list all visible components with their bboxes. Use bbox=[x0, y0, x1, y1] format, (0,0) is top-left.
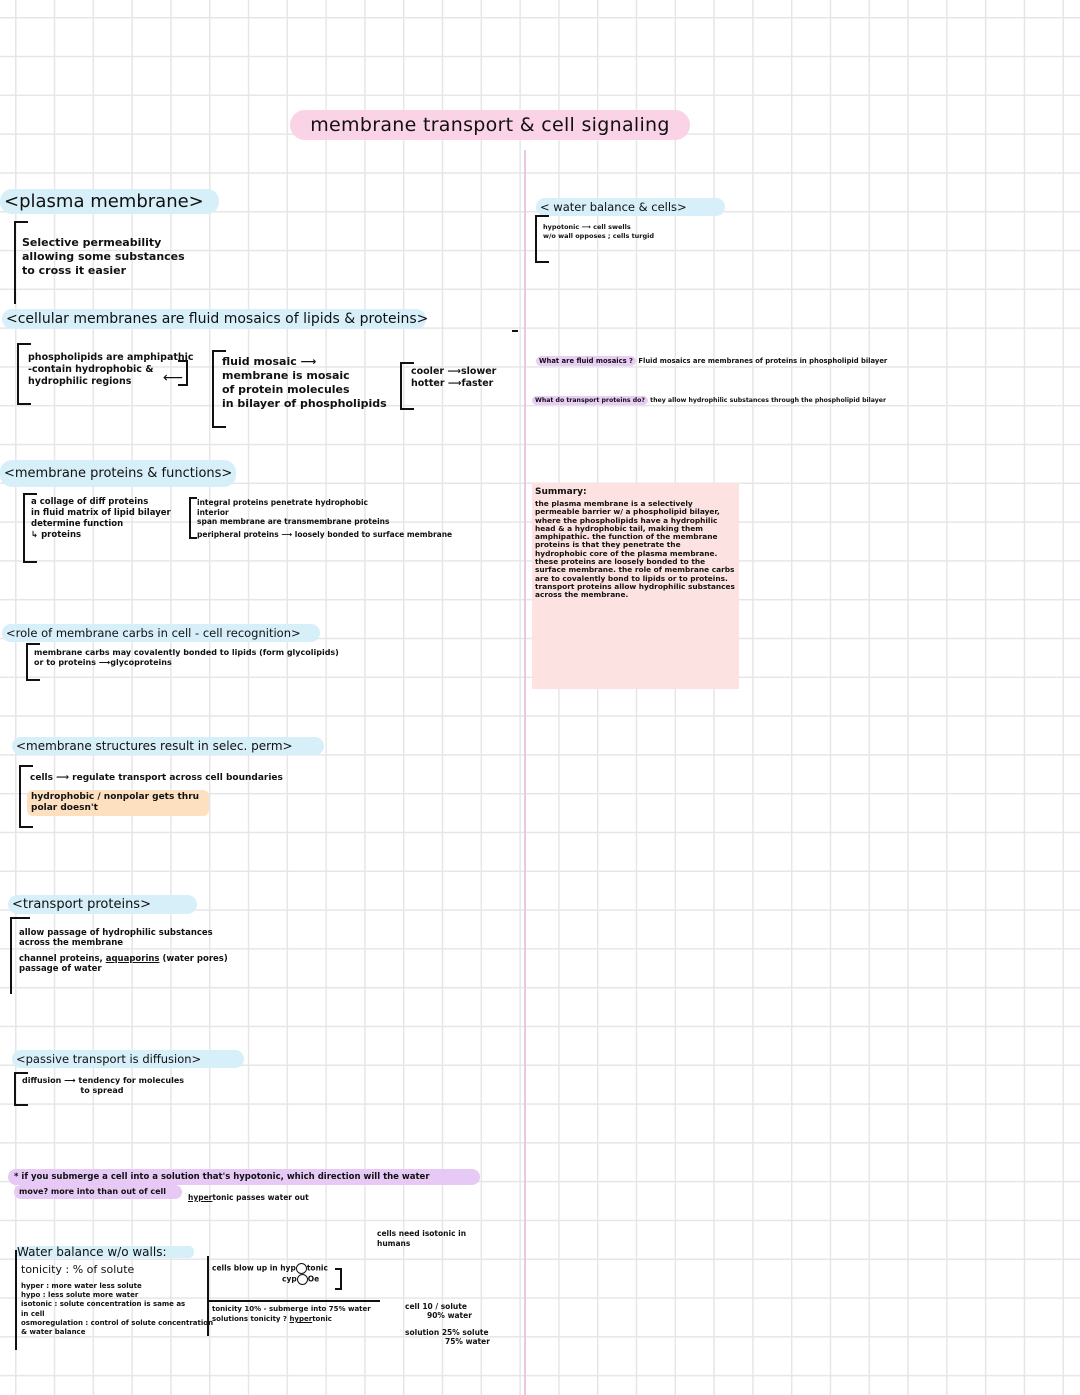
note-line: membrane is mosaic bbox=[222, 369, 350, 382]
note-line: diffusion bbox=[22, 1076, 62, 1085]
arrow-right-icon: ⟶ bbox=[56, 773, 70, 783]
tonicity-terms bbox=[21, 1282, 213, 1337]
bracket-top bbox=[10, 917, 30, 919]
note-line: allow passage of hydrophilic substances bbox=[19, 928, 213, 938]
note-line: to spread bbox=[80, 1086, 124, 1095]
note-line: phospholipids are amphipathic bbox=[28, 352, 194, 363]
note-line: determine function bbox=[31, 519, 124, 529]
cell-composition bbox=[405, 1302, 472, 1320]
note-line: faster bbox=[461, 378, 494, 389]
isotonic-note bbox=[377, 1229, 466, 1249]
circle-o-icon bbox=[296, 1263, 307, 1274]
bracket bbox=[14, 222, 16, 304]
circle-o-icon bbox=[297, 1274, 308, 1285]
question-answer bbox=[188, 1193, 309, 1202]
heading-passive-transport: <passive transport is diffusion> bbox=[12, 1050, 244, 1068]
membrane-proteins-block1 bbox=[31, 497, 171, 541]
note-line: glycoproteins bbox=[110, 658, 172, 667]
note-line: span membrane are transmembrane proteins bbox=[197, 517, 390, 526]
bracket bbox=[335, 1268, 342, 1290]
arrow-right-icon: ⟶ bbox=[300, 355, 317, 368]
note-line: hypo : less solute more water bbox=[21, 1291, 139, 1300]
note-line: to cross it easier bbox=[22, 264, 127, 277]
note-line: channel proteins, bbox=[19, 954, 103, 964]
qa-question: What do transport proteins do? bbox=[532, 396, 648, 405]
note-line: across the membrane bbox=[19, 938, 124, 948]
note-line: -contain hydrophobic & bbox=[28, 364, 154, 375]
table-line bbox=[208, 1300, 380, 1302]
note-line: a collage of diff proteins bbox=[31, 497, 149, 507]
qa-answer: they allow hydrophilic substances through the phospholipid bilayer bbox=[650, 397, 887, 404]
note-line: in cell bbox=[21, 1309, 45, 1318]
solution-composition bbox=[405, 1328, 490, 1346]
fluid-mosaic-block2 bbox=[222, 355, 387, 411]
note-line: proteins bbox=[41, 530, 82, 540]
note-line: humans bbox=[377, 1239, 411, 1248]
question-line1: * if you submerge a cell into a solution that's hypotonic, which direction will the water bbox=[8, 1169, 480, 1185]
note-line: passage of water bbox=[19, 964, 102, 974]
arrow-right-icon: ⟶ bbox=[447, 378, 462, 389]
heading-membrane-proteins: <membrane proteins & functions> bbox=[0, 460, 236, 487]
heading-transport-proteins: <transport proteins> bbox=[8, 895, 197, 914]
heading-water-balance-cells: < water balance & cells> bbox=[536, 198, 725, 216]
heading-membrane-carbs: <role of membrane carbs in cell - cell recognition> bbox=[2, 624, 320, 642]
summary-card bbox=[532, 483, 739, 689]
note-line: allowing some substances bbox=[22, 250, 185, 263]
note-line: hydrophobic / nonpolar gets thru bbox=[31, 792, 200, 802]
note-line: Oe bbox=[307, 1274, 320, 1284]
note-line: solutions tonicity ? bbox=[212, 1315, 287, 1323]
note-line: tonic passes water out bbox=[212, 1193, 309, 1202]
qa-answer: Fluid mosaics are membranes of proteins in phospholipid bilayer bbox=[638, 357, 888, 365]
note-line: 10 / solute bbox=[422, 1302, 467, 1311]
summary-text: the plasma membrane is a selectively permeable barrier w/ a phospholipid bilayer, where the phospholipids have a hydrophilic head & a hydrophobic tail, making them amphipathic. the function of the membrane proteins is that they penetrate the hydrophobic core of the plasma membrane. these proteins are loosely bonded to the surface membrane. the role of membrane carbs are to covalently bond to lipids or to proteins. transport proteins allow hydrophilic substances across the membrane. bbox=[535, 499, 735, 600]
note-line: integral proteins penetrate hydrophobic bbox=[197, 498, 368, 507]
note-line: peripheral proteins bbox=[197, 529, 279, 539]
bracket-top bbox=[14, 221, 28, 223]
cells-blow-up-note bbox=[212, 1263, 328, 1285]
note-line: slower bbox=[461, 366, 497, 377]
arrow-left-icon: ⟵ bbox=[163, 370, 184, 386]
note-line: of protein molecules bbox=[222, 383, 350, 396]
note-line: cells need isotonic in bbox=[377, 1229, 467, 1238]
note-line: cell bbox=[405, 1302, 420, 1311]
note-line: (water pores) bbox=[162, 954, 228, 964]
note-line: 25% solute bbox=[441, 1328, 489, 1337]
note-line: tonicity 10% - submerge into 75% water bbox=[212, 1305, 371, 1313]
passive-transport-notes bbox=[22, 1076, 184, 1096]
heading-fluid-mosaic: <cellular membranes are fluid mosaics of lipids & proteins> bbox=[2, 309, 426, 329]
temperature-notes bbox=[411, 366, 496, 390]
note-line: hotter bbox=[411, 378, 445, 389]
note-line: cells blow up in hyp bbox=[212, 1263, 296, 1273]
membrane-proteins-block2 bbox=[197, 498, 452, 539]
qa-item bbox=[536, 357, 887, 365]
note-line: or to proteins bbox=[34, 658, 96, 667]
stray-mark bbox=[512, 330, 518, 332]
highlighted-note bbox=[27, 790, 209, 816]
qa-question: What are fluid mosaics ? bbox=[536, 356, 636, 366]
question-line2: move? more into than out of cell bbox=[14, 1185, 182, 1199]
note-line: Selective permeability bbox=[22, 236, 162, 249]
note-line: hydrophilic regions bbox=[28, 376, 132, 387]
note-line: interior bbox=[197, 507, 229, 517]
note-line: membrane carbs may covalently bonded to lipids (form glycolipids) bbox=[34, 648, 339, 657]
note-line: solution bbox=[405, 1328, 440, 1337]
note-line: osmoregulation : control of solute concentration bbox=[21, 1318, 214, 1327]
note-line: tendency for molecules bbox=[78, 1076, 185, 1085]
note-line: cell swells bbox=[593, 223, 631, 231]
note-line: hypotonic bbox=[543, 223, 580, 231]
arrow-right-icon: ⟶ bbox=[581, 223, 591, 231]
note-line: aquaporins bbox=[105, 954, 160, 964]
arrow-right-icon: ⟶ bbox=[64, 1076, 76, 1085]
note-line: 75% water bbox=[445, 1337, 490, 1346]
arrow-right-icon: ⟶ bbox=[281, 529, 293, 539]
note-line: in fluid matrix of lipid bilayer bbox=[31, 508, 171, 518]
qa-item bbox=[532, 397, 886, 404]
page-title: membrane transport & cell signaling bbox=[290, 110, 690, 140]
note-line: cyp bbox=[282, 1274, 297, 1284]
note-line: 90% water bbox=[427, 1311, 472, 1320]
note-line: hyper bbox=[289, 1315, 313, 1323]
note-line: tonic bbox=[306, 1263, 328, 1273]
heading-plasma-membrane: <plasma membrane> bbox=[0, 189, 219, 214]
note-line: tonic bbox=[312, 1315, 332, 1323]
note-line: hyper : more water less solute bbox=[21, 1282, 142, 1290]
selective-permeability-line1 bbox=[30, 772, 283, 784]
heading-selective-permeability: <membrane structures result in selec. perm> bbox=[12, 737, 324, 755]
bracket bbox=[10, 918, 12, 994]
membrane-carbs-notes bbox=[34, 648, 339, 668]
note-line: & water balance bbox=[21, 1328, 86, 1337]
heading-water-balance-no-walls: Water balance w/o walls: bbox=[17, 1245, 167, 1259]
note-line: hyper bbox=[188, 1193, 213, 1202]
arrow-return-icon: ↳ bbox=[31, 530, 39, 540]
bracket bbox=[189, 497, 197, 539]
summary-label: Summary: bbox=[535, 487, 587, 497]
table-line bbox=[15, 1250, 17, 1350]
note-line: cooler bbox=[411, 366, 445, 377]
transport-proteins-notes bbox=[19, 928, 228, 974]
tonicity-definition: tonicity : % of solute bbox=[21, 1263, 135, 1276]
note-line: fluid mosaic bbox=[222, 355, 297, 368]
note-line: cells bbox=[30, 773, 53, 783]
note-line: isotonic : solute concentration is same as bbox=[21, 1300, 186, 1309]
tonicity-problem bbox=[212, 1304, 371, 1324]
column-divider bbox=[524, 150, 526, 1395]
note-line: w/o wall opposes ; cells turgid bbox=[543, 232, 655, 240]
arrow-right-icon: ⟶ bbox=[447, 366, 462, 377]
note-line: regulate transport across cell boundaries bbox=[72, 773, 283, 783]
note-line: loosely bonded to surface membrane bbox=[294, 529, 453, 539]
arrow-right-icon: ⟶ bbox=[98, 658, 111, 667]
note-line: in bilayer of phospholipids bbox=[222, 397, 387, 410]
water-balance-notes bbox=[543, 223, 654, 241]
note-line: polar doesn't bbox=[31, 803, 98, 813]
plasma-membrane-notes bbox=[22, 236, 185, 278]
